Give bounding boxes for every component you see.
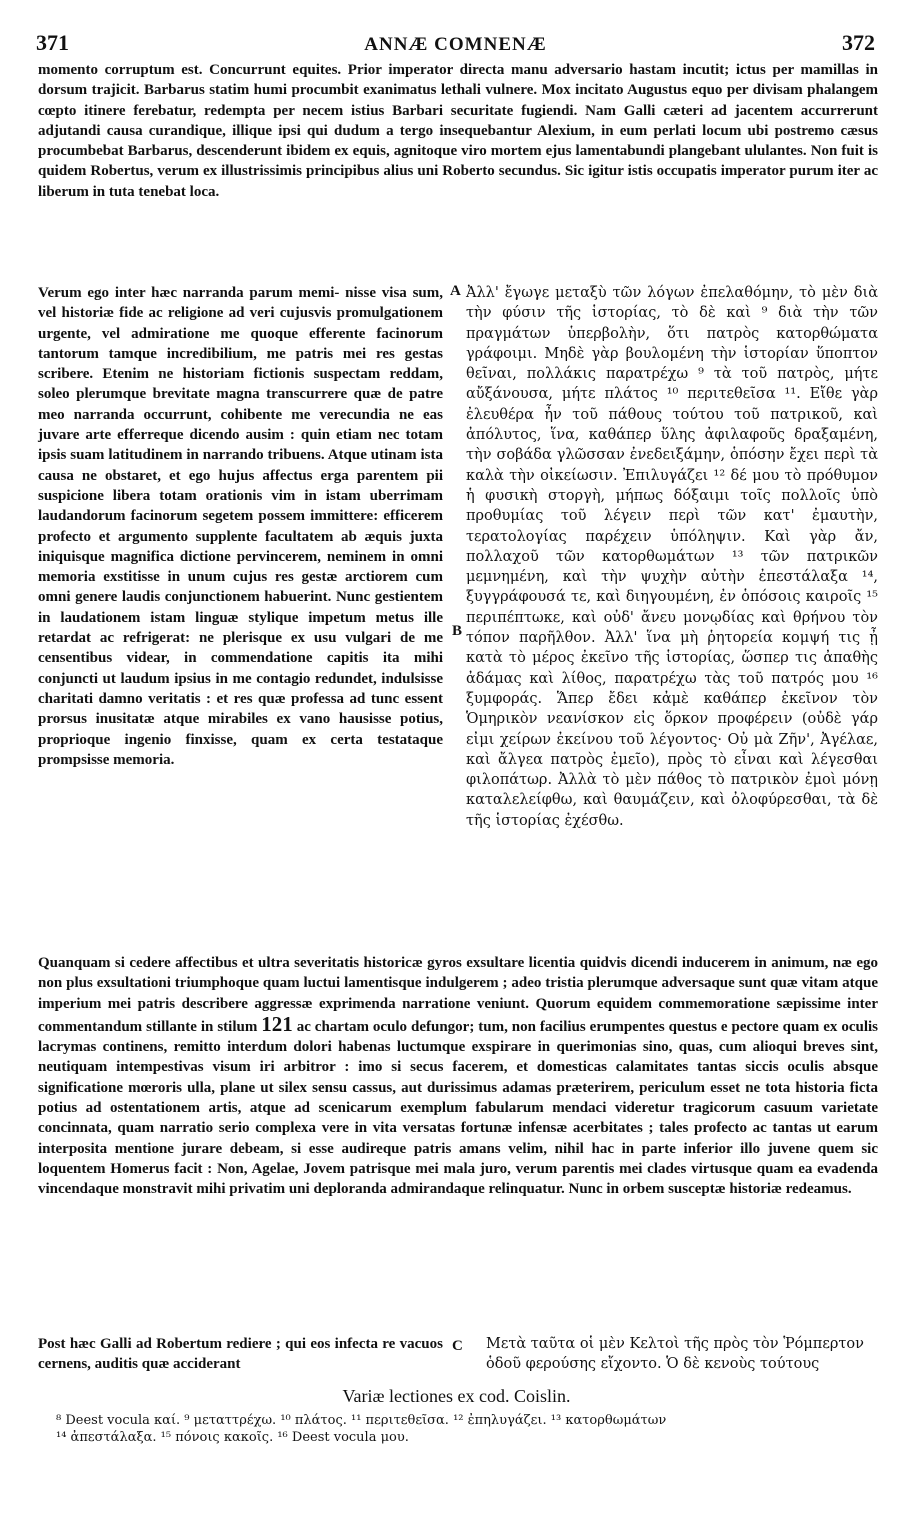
column-number: 121 (261, 1011, 293, 1036)
footnote-line-2: ¹⁴ ἀπεστάλαξα. ¹⁵ πόνοις κακοῖς. ¹⁶ Deest vocula μου. (56, 1430, 409, 1445)
latin-column: Verum ego inter hæc narranda parum memi- nisse visa sum, vel historiæ fide ac religione ad veri cujusvis promulgationem urgente, vel admiratione me quoque efferente facinorum tantorum tamque incredibilium, me patris mei res gestas scribere. Etenim ne historiam fictionis suspectam reddam, soleo plerumque brevitate magna transcurrere quæ de patre meo narranda occurrunt, cohibente me verecundia ne eas juvare arte efferreque dicendo ausim : quin etiam nec totam ipsis suam latitudinem in narrando tribuens. Atque utinam ista causa ne obstaret, et ego hujus affectus erga parentem pii suspicione libera totam orationis vim in istam uberrimam laudandorum facinorum segetem possem immittere: efficerem profecto et argumento supplente facultatem ab æquis juxta iniquisque magnifica dictione pervincerem, neminem in omni memoria exstitisse in unum cujus res gestæ arctiorem cum omni genere laudis conjunctionem habuerint. Nunc gestientem in laudationem istam linguæ stylique impetum metus ille retardat ac refrigerat: ne plerisque ex usu vulgari de me censentibus videar, in commendatione capitis ita mihi conjuncti ut laudum ipsius in me contagio redundet, indulsisse charitati damno veritatis : et res quæ professa ad tunc essent prorsus inusitatæ atque mirabiles ex vano hausisse potius, proprioque ingenio finxisse, quam ex certa testataque prompsisse memoria. (38, 285, 443, 768)
page-number-left: 371 (36, 30, 69, 55)
footnotes (56, 1412, 886, 1446)
post-greek: Μετὰ ταῦτα οἱ μὲν Κελτοὶ τῆς πρὸς τὸν Ῥόμπερτον ὁδοῦ φερούσης εἴχοντο. Ὁ δὲ κενοὺς τούτους (486, 1336, 864, 1373)
variae-lectiones-title: Variæ lectiones ex cod. Coislin. (342, 1386, 571, 1406)
marker-a: A (450, 283, 461, 299)
latin-paragraph-bottom (38, 953, 878, 1200)
text-part-a: Quanquam si cedere affectibus et ultra severitatis historicæ gyros exsultare licentia quidvis dicendi inducerem in animum, næ ego non plus exsultationi triumphoque quam luctui lamentisque indulgerem ; adeo tristia plerumque adversaque sunt quæ vitam atque imperium mei patris describere aggressæ exprimenda narratione veniunt. Quorum equidem commemoratione sæpissime inter commentandum stillante in stilum (38, 955, 878, 1035)
footnote-line-1: ⁸ Deest vocula καί. ⁹ μεταττρέχω. ¹⁰ πλάτος. ¹¹ περιτεθεῖσα. ¹² ἐπηλυγάζει. ¹³ κατορθωμάτων (56, 1413, 667, 1428)
paragraph-text-2 (38, 953, 878, 1200)
paragraph-text: momento corruptum est. Concurrunt equites. Prior imperator directa manu adversario hastam incutit; ictus per mamillas in dorsum trajicit. Barbarus statim humi procumbit exanimatus lethali vulnere. Mox incitato Augustus equo per divisam phalangem cœpto itinere ferebatur, redempta per necem istius Barbari securitate fugiendi. Nam Galli cæteri ad jacentem accurrerunt adjutandi causa curandique, illique ipsi qui dudum a tergo insequebantur Alexium, in eum perlati locum ubi postremo cæsus procumbebat Barbarus, descenderunt ibidem ex equis, agnitoque viro mortem ejus lamentabundi plangebant ululantes. Non fuit is quidem Robertus, verum ex illustrissimis principibus alius uni Roberto secundus. Sic igitur istis occupatis imperator purum iter ac liberum in tuta tenebat loca. (38, 62, 878, 200)
marker-c: C (452, 1338, 463, 1354)
latin-paragraph-top (38, 60, 878, 202)
page-header (36, 30, 875, 56)
page-number-right: 372 (842, 30, 875, 55)
running-title: ANNÆ COMNENÆ (364, 34, 547, 55)
marker-b: B (452, 623, 463, 639)
text-part-b: ac chartam oculo defungor; tum, non facilius erumpentes questus e pectore quam ex oculis lacrymas continens, remitto interdum dolori habenas luctumque exspirare in querimonias sino, quas, cum alioqui breves sint, neutiquam intempestivas visum iri arbitror : imo si secus facerem, et domesticas calamitates tantas siccis oculis absque significatione mœroris ulla, plane ut silex sensu cassus, aut durissimus adamas præterirem, periculum esset ne tota historia ficta potius ad ostentationem artis, atque ad scenicarum exemplum fabularum mendaci videretur tragicorum casuum varietate concinnata, quam narratio serio complexa vere in vita versatas fortunæ infensæ acerbitates ; tales profecto ac tantas ut earum interposita mentione jurare debeam, si esse audireque patris amans velim, nihil hac in parte inferior illo juvene quem sic loquentem Homerus facit : Non, Agelae, Jovem patrisque mei mala juro, verum parentis mei clades virtusque quam ea evadenda vincendaque monstravit mihi privatim uni deploranda admirandaque relinquatur. Nunc in orbem susceptæ historiæ redeamus. (38, 1018, 878, 1198)
post-latin: Post hæc Galli ad Robertum rediere ; qui eos infecta re vacuos cernens, auditis quæ acciderant (38, 1336, 443, 1373)
post-section (38, 1334, 878, 1384)
greek-column: Ἀλλ' ἔγωγε μεταξὺ τῶν λόγων ἐπελαθόμην, τὸ μὲν διὰ τὴν φύσιν τῆς ἱστορίας, τὸ δὲ καὶ ⁹ διὰ τὴν τῶν πραγμάτων ὑπερβολὴν, ὅτι πατρὸς κατορθώματα γράφοιμι. Μηδὲ γὰρ βουλομένη τὴν ἱστορίαν ὕποπτον θεῖναι, πολλάκις παρατρέχω ⁹ τὰ τοῦ πατρὸς, μήτε αὔξάνουσα, μήτε πλάτος ¹⁰ περιτεθεῖσα ¹¹. Εἴθε γὰρ ἐλευθέρα ἦν τοῦ πάθους τούτου τοῦ πατρικοῦ, καὶ ἀπόλυτος, ἵνα, καθάπερ ὕλης ἀφιλαφοῦς δραξαμένη, τὴν σοβάδα γλῶσσαν ἐνεδειξάμην, ὁπόσην ἔχει περὶ τὰ καλὰ τὴν οἰκείωσιν. Ἐπιλυγάζει ¹² δέ μου τὸ πρόθυμον ἡ φυσικὴ στοργὴ, μήπως δόξαιμι τοῖς πολλοῖς ὑπὸ προθυμίας τοῦ λέγειν περὶ τῶν κατ' ἐμαυτὴν, τερατολογίας παρέχειν ὑπόληψιν. Καὶ γὰρ ἄν, πολλαχοῦ τῶν κατορθωμάτων ¹³ τῶν πατρικῶν μεμνημένη, καὶ τὴν ψυχὴν αὐτὴν ἐπεστάλαξα ¹⁴, ξυγγράφουσά τε, καὶ διηγουμένη, ἐν ὁπόσοις καιροῖς ¹⁵ περιπέπτωκε, καὶ οὐδ' ἄνευ μονῳδίας καὶ θρήνου τὸν τόπον παρῆλθον. Ἀλλ' ἵνα μὴ ῥητορεία κομψή τις ᾖ κατὰ τὸ μέρος ἐκεῖνο τῆς ἱστορίας, ὥσπερ τις ἀπαθὴς ἀδάμας καὶ λίθος, παρατρέχω τὰς τοῦ πατρός μου ¹⁶ ξυμφοράς. Ἅπερ ἔδει κἀμὲ καθάπερ ἐκεῖνον τὸν Ὁμηρικὸν νεανίσκον εἰς ὅρκον προφέρειν (οὐδὲ γάρ εἰμι χείρων ἐκείνου τοῦ λέγοντος· Οὐ μὰ Ζῆν', Ἀγέλαε, καὶ ἄλγεα πατρὸς ἐμεῖο), πρὸς τὸ εἶναι καὶ λέγεσθαι φιλοπάτωρ. Ἀλλὰ τὸ μὲν πάθος τὸ πατρικὸν ἐμοὶ μόνῃ καταλελείφθω, καὶ θαυμάζειν, καὶ ὀλοφύρεσθαι, τὰ δὲ τῆς ἱστορίας ἐχέσθω. (466, 285, 878, 829)
two-column-section (38, 283, 878, 953)
